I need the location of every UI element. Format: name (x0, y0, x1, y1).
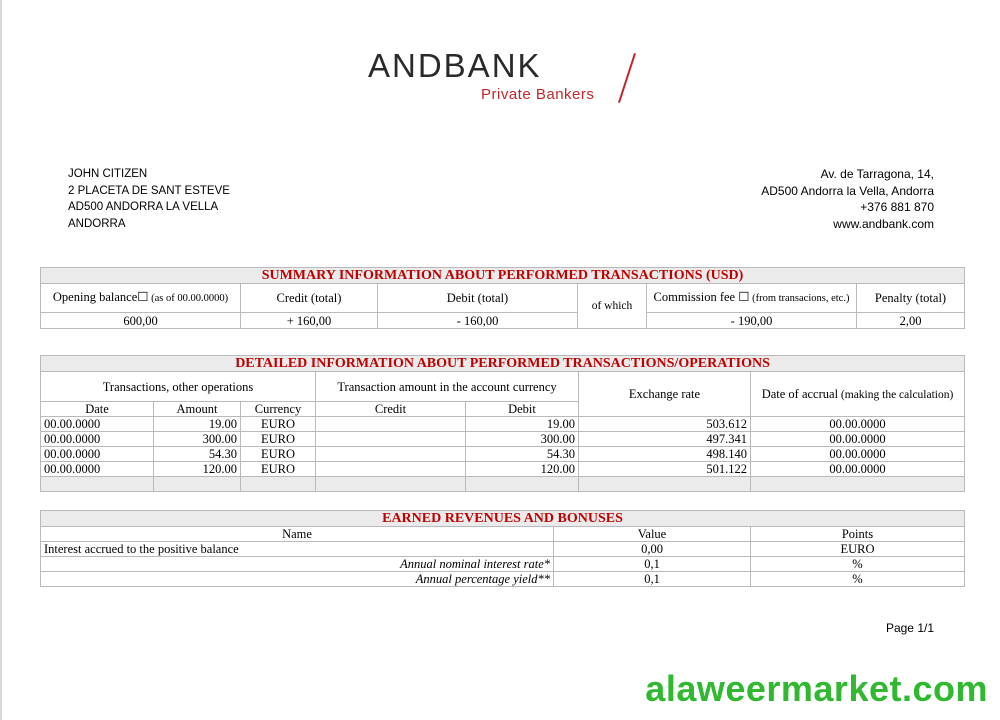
row-currency: EURO (241, 447, 316, 462)
row-name: Annual percentage yield** (41, 572, 554, 587)
row-date: 00.00.0000 (41, 432, 154, 447)
info-box-icon: ☐ (738, 290, 750, 304)
col-debit-header: Debit (466, 402, 579, 417)
client-country: ANDORRA (68, 217, 126, 230)
row-currency: EURO (241, 417, 316, 432)
detailed-table (40, 355, 965, 492)
commission-fee-label: Commission fee (653, 290, 736, 304)
row-credit (316, 417, 466, 432)
row-currency: EURO (241, 432, 316, 447)
col-value-header: Value (554, 527, 751, 542)
row-credit (316, 432, 466, 447)
row-exchange-rate: 501.122 (579, 462, 751, 477)
bank-phone: +376 881 870 (860, 200, 934, 214)
client-address (68, 166, 230, 232)
row-amount: 19.00 (154, 417, 241, 432)
penalty-total-header: Penalty (total) (857, 284, 965, 313)
date-of-accrual-label: Date of accrual (761, 386, 839, 401)
earned-table (40, 510, 965, 587)
col-name-header: Name (41, 527, 554, 542)
row-debit: 54.30 (466, 447, 579, 462)
opening-balance-label: Opening balance (52, 290, 138, 304)
col-points-header: Points (751, 527, 965, 542)
summary-title: SUMMARY INFORMATION ABOUT PERFORMED TRANSACTIONS (USD) (41, 268, 965, 284)
commission-fee-value: - 190,00 (647, 313, 857, 329)
bank-website: www.andbank.com (833, 216, 934, 231)
row-amount: 300.00 (154, 432, 241, 447)
opening-balance-header (41, 284, 241, 313)
row-accrual-date: 00.00.0000 (751, 432, 965, 447)
table-row (41, 542, 965, 557)
client-city: AD500 ANDORRA LA VELLA (68, 201, 219, 213)
table-footer-row (41, 477, 965, 492)
bank-address (761, 166, 934, 232)
date-of-accrual-note: (making the calculation) (838, 388, 954, 401)
row-points: EURO (751, 542, 965, 557)
row-points: % (751, 557, 965, 572)
logo-tagline: Private Bankers (481, 86, 595, 103)
row-credit (316, 462, 466, 477)
row-value: 0,1 (554, 572, 751, 587)
table-row (41, 447, 965, 462)
row-name: Annual nominal interest rate* (41, 557, 554, 572)
debit-total-value: - 160,00 (378, 313, 578, 329)
row-exchange-rate: 497.341 (579, 432, 751, 447)
logo-wordmark: ANDBANK (368, 47, 542, 84)
row-accrual-date: 00.00.0000 (751, 462, 965, 477)
row-exchange-rate: 498.140 (579, 447, 751, 462)
page-left-border (0, 0, 2, 720)
row-credit (316, 447, 466, 462)
row-points: % (751, 572, 965, 587)
of-which-label: of which (578, 284, 647, 329)
row-amount: 120.00 (154, 462, 241, 477)
earned-title: EARNED REVENUES AND BONUSES (41, 511, 965, 527)
col-amount-header: Amount (154, 402, 241, 417)
amount-group-header: Transaction amount in the account currency (316, 372, 579, 402)
row-currency: EURO (241, 462, 316, 477)
opening-balance-value: 600,00 (41, 313, 241, 329)
row-exchange-rate: 503.612 (579, 417, 751, 432)
row-debit: 19.00 (466, 417, 579, 432)
row-value: 0,00 (554, 542, 751, 557)
date-of-accrual-header (751, 372, 965, 417)
client-street: 2 PLACETA DE SANT ESTEVE (68, 184, 230, 197)
table-row (41, 462, 965, 477)
row-accrual-date: 00.00.0000 (751, 417, 965, 432)
col-currency-header: Currency (241, 402, 316, 417)
site-watermark: alaweermarket.com (645, 668, 988, 709)
row-name: Interest accrued to the positive balance (41, 542, 554, 557)
detailed-title: DETAILED INFORMATION ABOUT PERFORMED TRANSACTIONS/OPERATIONS (41, 356, 965, 372)
debit-total-header: Debit (total) (378, 284, 578, 313)
commission-fee-note: (from transacions, etc.) (749, 293, 850, 304)
opening-balance-note: (as of 00.00.0000) (148, 293, 229, 304)
row-date: 00.00.0000 (41, 462, 154, 477)
bank-logo (368, 48, 658, 108)
row-date: 00.00.0000 (41, 447, 154, 462)
logo-slash-mark (618, 53, 636, 103)
row-debit: 120.00 (466, 462, 579, 477)
info-box-icon: ☐ (137, 290, 149, 304)
credit-total-value: + 160,00 (241, 313, 378, 329)
row-debit: 300.00 (466, 432, 579, 447)
table-row (41, 557, 965, 572)
page-number: Page 1/1 (885, 621, 934, 635)
commission-fee-header (647, 284, 857, 313)
bank-street: Av. de Tarragona, 14, (820, 167, 934, 181)
transactions-group-header: Transactions, other operations (41, 372, 316, 402)
table-row (41, 572, 965, 587)
col-date-header: Date (41, 402, 154, 417)
table-row (41, 432, 965, 447)
client-name: JOHN CITIZEN (68, 168, 148, 180)
row-date: 00.00.0000 (41, 417, 154, 432)
summary-table (40, 267, 965, 329)
penalty-total-value: 2,00 (857, 313, 965, 329)
credit-total-header: Credit (total) (241, 284, 378, 313)
col-credit-header: Credit (316, 402, 466, 417)
row-accrual-date: 00.00.0000 (751, 447, 965, 462)
row-value: 0,1 (554, 557, 751, 572)
row-amount: 54.30 (154, 447, 241, 462)
table-row (41, 417, 965, 432)
bank-city: AD500 Andorra la Vella, Andorra (761, 183, 934, 198)
exchange-rate-header: Exchange rate (579, 372, 751, 417)
